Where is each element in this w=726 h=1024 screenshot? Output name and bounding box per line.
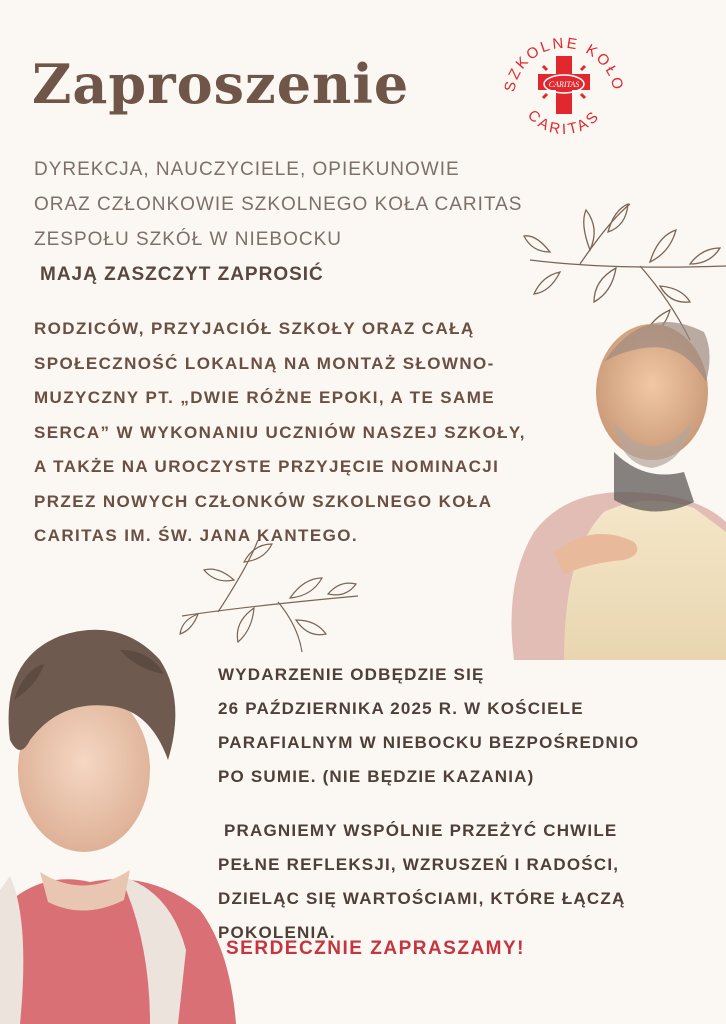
wish-line: POKOLENIA. [218,923,336,942]
invitation-line: PRZEZ NOWYCH CZŁONKÓW SZKOLNEGO KOŁA [34,491,493,511]
intro-line-3: ZESPOŁU SZKÓŁ W NIEBOCKU [34,229,342,250]
invitation-line: RODZICÓW, PRZYJACIÓŁ SZKOŁY ORAZ CAŁĄ [34,319,475,338]
invitation-line: A TAKŻE NA UROCZYSTE PRZYJĘCIE NOMINACJI [34,457,500,476]
closing-text: SERDECZNIE ZAPRASZAMY! [226,938,526,959]
logo-center-text: CARITAS [548,80,580,89]
wish-line: PRAGNIEMY WSPÓLNIE PRZEŻYĆ CHWILE [224,821,618,840]
event-line: WYDARZENIE ODBĘDZIE SIĘ [218,665,485,684]
intro-block [34,152,594,292]
wish-text [218,814,718,950]
intro-line-1: DYREKCJA, NAUCZYCIELE, OPIEKUNOWIE [34,159,460,180]
event-details [218,658,718,794]
intro-line-2: ORAZ CZŁONKOWIE SZKOLNEGO KOŁA CARITAS [34,194,523,215]
invitation-line: SPOŁECZNOŚĆ LOKALNĄ NA MONTAŻ SŁOWNO- [34,353,495,373]
invitation-line: CARITAS IM. ŚW. JANA KANTEGO. [34,526,358,545]
boy-portrait [0,620,236,1024]
intro-line-4: MAJĄ ZASZCZYT ZAPROSIĆ [40,264,324,285]
invitation-text [34,312,614,554]
wish-line: DZIELĄC SIĘ WARTOŚCIAMI, KTÓRE ŁĄCZĄ [218,889,626,908]
logo-bottom-text: CARITAS [524,106,604,139]
caritas-logo [496,28,632,140]
caritas-cross-icon [538,56,590,114]
invitation-line: SERCA” W WYKONANIU UCZNIÓW NASZEJ SZKOŁY, [34,422,526,442]
event-line: 26 PAŹDZIERNIKA 2025 R. W KOŚCIELE [218,699,584,718]
page-title: Zaproszenie [32,52,410,116]
logo-top-text: SZKOLNE KOŁO [501,34,627,94]
invitation-line: MUZYCZNY PT. „DWIE RÓŻNE EPOKI, A TE SAME [34,388,496,407]
event-line: PO SUMIE. (NIE BĘDZIE KAZANIA) [218,767,535,786]
event-line: PARAFIALNYM W NIEBOCKU BEZPOŚREDNIO [218,733,640,752]
wish-line: PEŁNE REFLEKSJI, WZRUSZEŃ I RADOŚCI, [218,855,620,874]
